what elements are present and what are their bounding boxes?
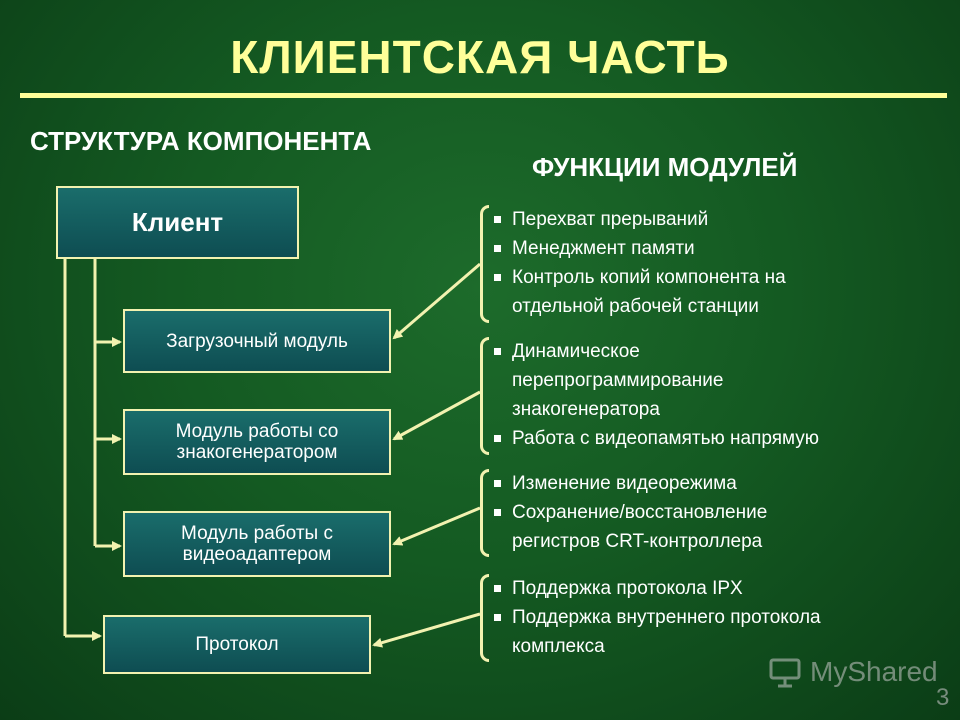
group-brace — [480, 574, 489, 662]
bullet-icon — [494, 585, 501, 592]
function-item: Менеджмент памяти — [494, 234, 950, 263]
group-brace — [480, 337, 489, 455]
bullet-icon — [494, 274, 501, 281]
function-item: Сохранение/восстановление регистров CRT-контроллера — [494, 498, 852, 556]
functions-group-charset — [480, 337, 950, 453]
diag-arrow-loader — [394, 264, 480, 338]
function-item: Работа с видеопамятью напрямую — [494, 424, 950, 453]
bullet-icon — [494, 435, 501, 442]
slide-title: КЛИЕНТСКАЯ ЧАСТЬ — [230, 31, 730, 83]
functions-heading: ФУНКЦИИ МОДУЛЕЙ — [532, 152, 798, 182]
structure-heading: СТРУКТУРА КОМПОНЕНТА — [30, 126, 372, 156]
client-box: Клиент — [56, 186, 299, 259]
functions-group-video — [480, 469, 950, 556]
function-item: Поддержка внутреннего протокола комплекса — [494, 603, 912, 661]
functions-group-protocol — [480, 574, 950, 661]
presentation-icon — [768, 655, 802, 689]
diag-arrow-charset — [394, 392, 480, 439]
group-brace — [480, 469, 489, 557]
protocol-box: Протокол — [103, 615, 371, 674]
function-item: Поддержка протокола IPX — [494, 574, 950, 603]
watermark-logo: MyShared — [768, 655, 938, 689]
function-item: Динамическое перепрограммирование знакогенератора — [494, 337, 812, 424]
bullet-icon — [494, 348, 501, 355]
bullet-icon — [494, 614, 501, 621]
charset-module-box: Модуль работы со знакогенератором — [123, 409, 391, 475]
bullet-icon — [494, 509, 501, 516]
function-item: Изменение видеорежима — [494, 469, 950, 498]
functions-group-loader — [480, 205, 950, 321]
page-number: 3 — [936, 684, 950, 711]
video-module-box: Модуль работы с видеоадаптером — [123, 511, 391, 577]
diag-arrow-video — [394, 508, 480, 544]
loader-module-box: Загрузочный модуль — [123, 309, 391, 373]
function-item: Перехват прерываний — [494, 205, 950, 234]
diag-arrow-protocol — [374, 614, 480, 645]
bullet-icon — [494, 480, 501, 487]
bullet-icon — [494, 216, 501, 223]
bullet-icon — [494, 245, 501, 252]
group-brace — [480, 205, 489, 323]
function-item: Контроль копий компонента на отдельной рабочей станции — [494, 263, 872, 321]
